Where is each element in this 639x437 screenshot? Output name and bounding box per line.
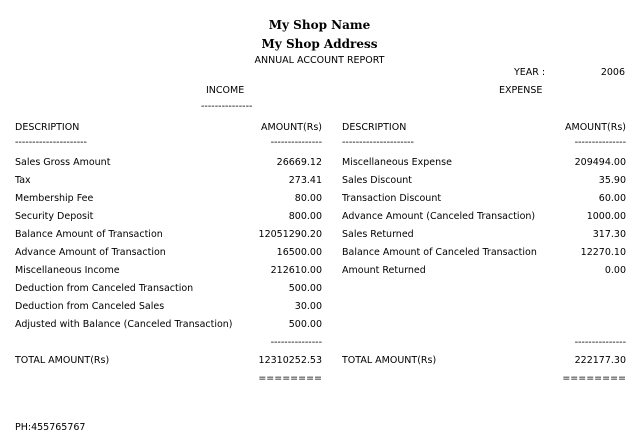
expense-row-description: Transaction Discount [342, 193, 442, 204]
income-total-label: TOTAL AMOUNT(Rs) [15, 355, 110, 366]
income-row-description: Balance Amount of Transaction [15, 229, 163, 240]
expense-row-amount: 1000.00 [586, 211, 626, 222]
income-total-double-underline: ======== [258, 373, 322, 384]
income-col-amount: AMOUNT(Rs) [261, 122, 322, 133]
expense-row-amount: 0.00 [604, 265, 626, 276]
expense-row-description: Advance Amount (Canceled Transaction) [342, 211, 536, 222]
income-row-amount: 30.00 [294, 301, 322, 312]
shop-address: My Shop Address [261, 37, 378, 51]
income-row-description: Membership Fee [15, 193, 94, 204]
expense-col-description-underline: --------------------- [342, 137, 414, 148]
expense-row-description: Balance Amount of Canceled Transaction [342, 247, 537, 258]
income-section-underline: --------------- [201, 101, 253, 112]
income-row-amount: 80.00 [294, 193, 322, 204]
expense-col-description: DESCRIPTION [342, 122, 407, 133]
income-col-description: DESCRIPTION [15, 122, 80, 133]
expense-col-amount-underline: --------------- [574, 137, 626, 148]
income-row-amount: 16500.00 [276, 247, 322, 258]
footer-phone: PH:455765767 [15, 422, 86, 433]
income-row-description: Sales Gross Amount [15, 157, 111, 168]
expense-row-description: Amount Returned [342, 265, 426, 276]
expense-section-title: EXPENSE [499, 85, 543, 96]
income-col-amount-underline: --------------- [270, 137, 322, 148]
year-value: 2006 [600, 67, 625, 78]
report-title: ANNUAL ACCOUNT REPORT [254, 55, 385, 66]
income-total-value: 12310252.53 [258, 355, 322, 366]
income-row-amount: 12051290.20 [258, 229, 322, 240]
income-total-underline: --------------- [270, 337, 322, 348]
expense-total-value: 222177.30 [574, 355, 626, 366]
expense-total-label: TOTAL AMOUNT(Rs) [342, 355, 437, 366]
income-col-description-underline: --------------------- [15, 137, 87, 148]
income-row-description: Miscellaneous Income [15, 265, 120, 276]
income-row-amount: 500.00 [288, 319, 322, 330]
expense-row-description: Sales Returned [342, 229, 414, 240]
expense-row-amount: 60.00 [598, 193, 626, 204]
income-row-description: Adjusted with Balance (Canceled Transaction) [15, 319, 233, 330]
income-row-amount: 273.41 [288, 175, 322, 186]
income-row-amount: 800.00 [288, 211, 322, 222]
expense-total-underline: --------------- [574, 337, 626, 348]
shop-name: My Shop Name [268, 18, 371, 32]
income-row-description: Security Deposit [15, 211, 94, 222]
expense-row-description: Miscellaneous Expense [342, 157, 452, 168]
income-row-amount: 26669.12 [276, 157, 322, 168]
expense-total-double-underline: ======== [562, 373, 626, 384]
income-section-title: INCOME [206, 85, 245, 96]
expense-row-description: Sales Discount [342, 175, 413, 186]
income-row-description: Tax [15, 175, 31, 186]
income-row-amount: 500.00 [288, 283, 322, 294]
income-row-description: Deduction from Canceled Transaction [15, 283, 194, 294]
income-row-amount: 212610.00 [270, 265, 322, 276]
expense-row-amount: 209494.00 [574, 157, 626, 168]
income-row-description: Deduction from Canceled Sales [15, 301, 165, 312]
year-label: YEAR : [514, 67, 546, 78]
expense-row-amount: 12270.10 [580, 247, 626, 258]
expense-col-amount: AMOUNT(Rs) [565, 122, 626, 133]
income-row-description: Advance Amount of Transaction [15, 247, 166, 258]
expense-row-amount: 317.30 [592, 229, 626, 240]
expense-row-amount: 35.90 [598, 175, 626, 186]
